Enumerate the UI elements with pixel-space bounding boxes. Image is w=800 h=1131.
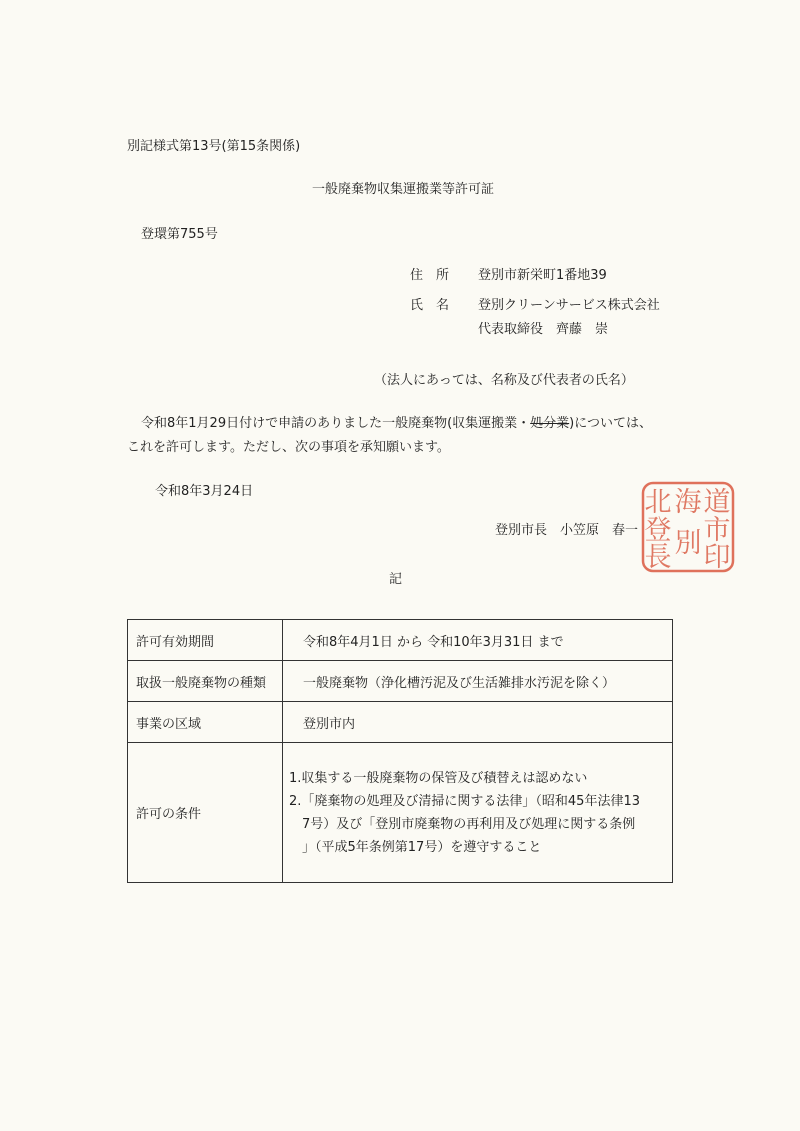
registration-number: 登環第755号 bbox=[141, 227, 218, 242]
representative-name: 代表取締役 齊藤 崇 bbox=[478, 322, 609, 337]
row-label: 許可の条件 bbox=[128, 743, 283, 883]
condition-line: 1.収集する一般廃棄物の保管及び積替えは認めない bbox=[289, 770, 588, 786]
condition-line: 」（平成5年条例第17号）を遵守すること bbox=[289, 839, 542, 855]
name-label: 氏 名 bbox=[410, 298, 450, 313]
issuer: 登別市長 小笠原 春一 bbox=[495, 523, 639, 538]
row-value: 登別市内 bbox=[283, 702, 673, 743]
body-line-2: これを許可します。ただし、次の事項を承知願います。 bbox=[127, 440, 450, 455]
body-text: )については、 bbox=[569, 416, 652, 431]
svg-text:海: 海 bbox=[674, 487, 702, 518]
issue-date: 令和8年3月24日 bbox=[155, 484, 254, 499]
row-label: 取扱一般廃棄物の種類 bbox=[128, 661, 283, 702]
row-label: 許可有効期間 bbox=[128, 620, 283, 661]
svg-text:市: 市 bbox=[703, 515, 731, 546]
condition-line: 7号）及び「登別市廃棄物の再利用及び処理に関する条例 bbox=[289, 816, 636, 832]
table-row bbox=[128, 620, 673, 661]
body-text: 令和8年1月29日付けで申請のありました一般廃棄物(収集運搬業・ bbox=[141, 416, 531, 431]
body-line-1 bbox=[141, 416, 652, 432]
svg-text:登: 登 bbox=[644, 515, 672, 546]
row-value: 一般廃棄物（浄化槽汚泥及び生活雑排水汚泥を除く） bbox=[283, 661, 673, 702]
svg-text:印: 印 bbox=[703, 542, 731, 573]
address-value: 登別市新栄町1番地39 bbox=[478, 268, 607, 283]
table-row bbox=[128, 661, 673, 702]
condition-line: 2.「廃棄物の処理及び清掃に関する法律」（昭和45年法律13 bbox=[289, 793, 640, 809]
official-seal bbox=[640, 480, 736, 574]
table-row bbox=[128, 702, 673, 743]
svg-text:北: 北 bbox=[644, 487, 672, 518]
row-value: 令和8年4月1日 から 令和10年3月31日 まで bbox=[283, 620, 673, 661]
svg-text:別: 別 bbox=[674, 528, 702, 559]
row-label: 事業の区域 bbox=[128, 702, 283, 743]
ki-heading: 記 bbox=[389, 572, 403, 587]
table-row bbox=[128, 743, 673, 883]
conditions-list bbox=[283, 743, 673, 883]
address-label: 住 所 bbox=[410, 268, 450, 283]
document-title: 一般廃棄物収集運搬業等許可証 bbox=[312, 182, 495, 197]
svg-text:長: 長 bbox=[644, 542, 672, 573]
svg-text:道: 道 bbox=[703, 487, 731, 518]
company-name: 登別クリーンサービス株式会社 bbox=[478, 298, 660, 313]
struck-text: 処分業 bbox=[530, 416, 570, 431]
form-reference: 別記様式第13号(第15条関係) bbox=[127, 139, 301, 154]
name-note: （法人にあっては、名称及び代表者の氏名） bbox=[374, 373, 634, 388]
permit-details-table bbox=[127, 619, 673, 883]
